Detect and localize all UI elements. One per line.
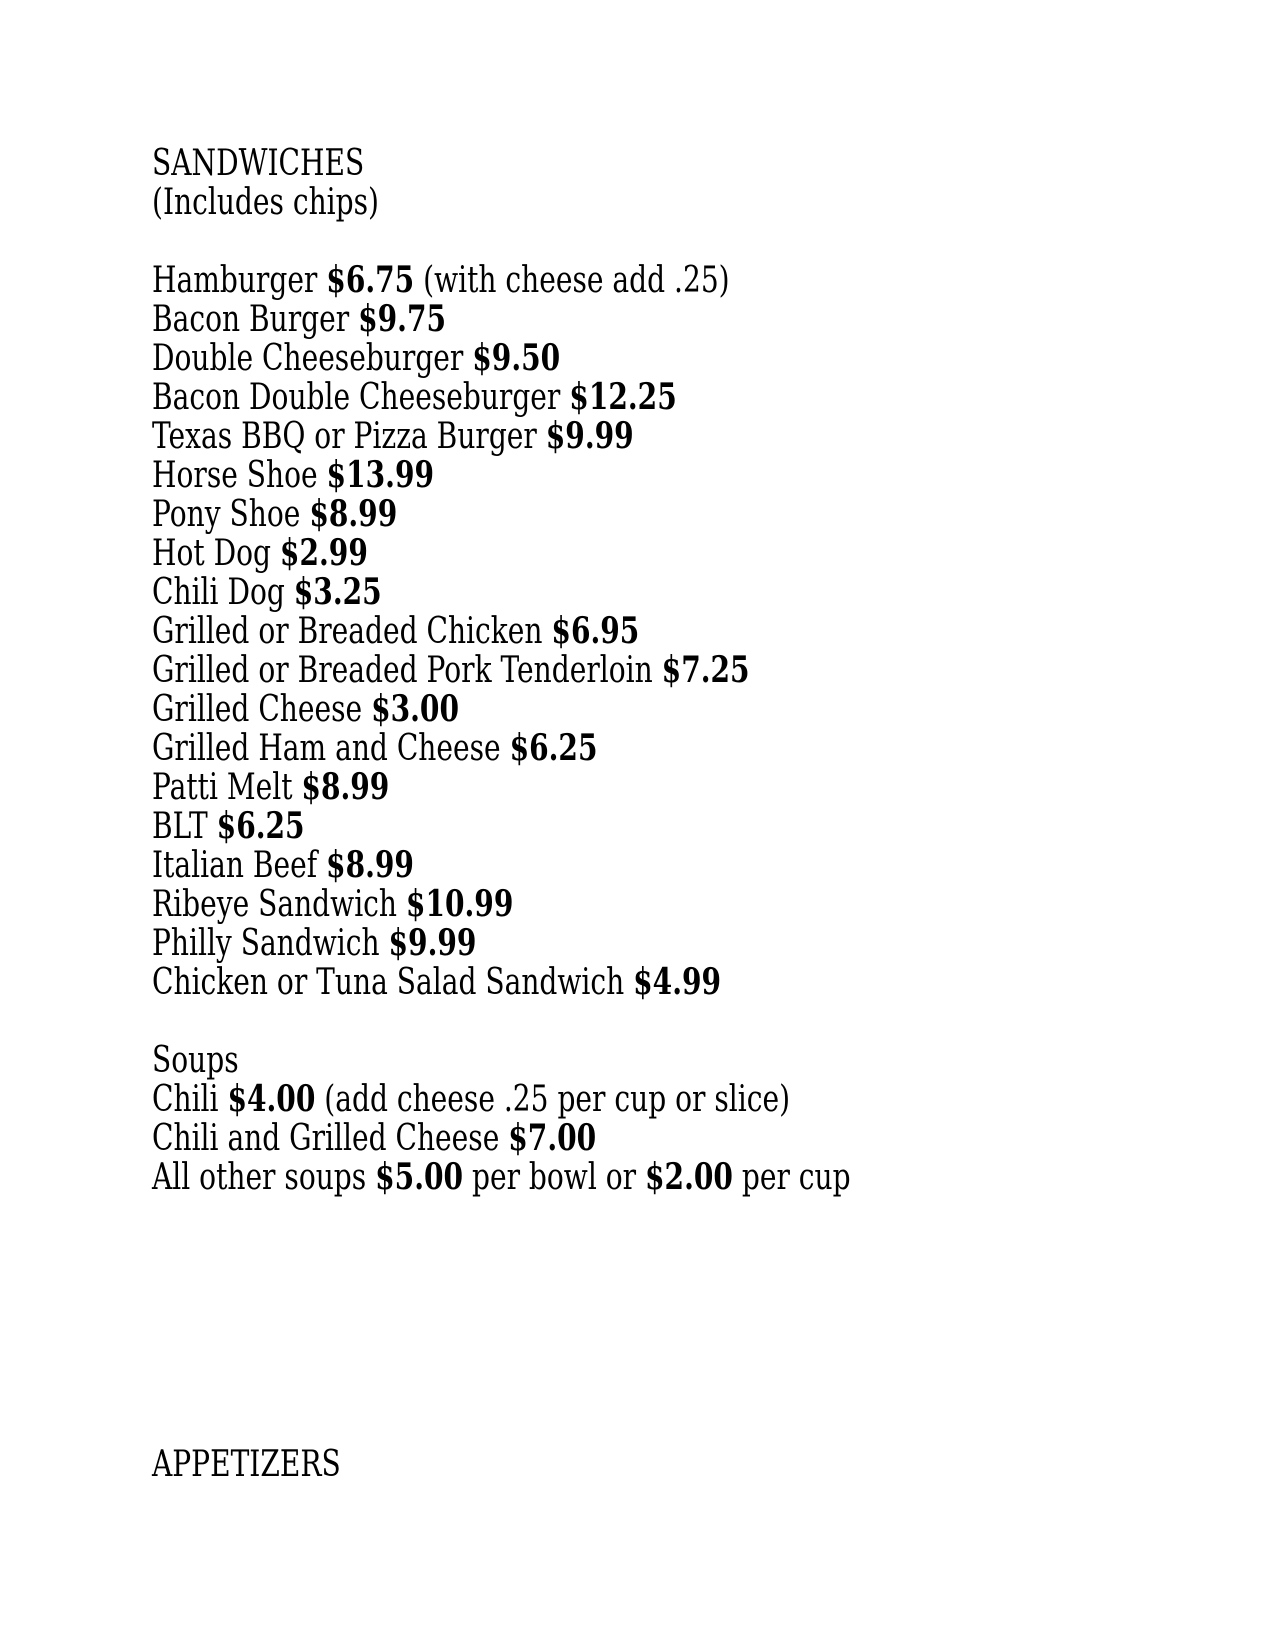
item-name: Grilled or Breaded Chicken bbox=[152, 611, 552, 652]
menu-item-hot-dog bbox=[152, 534, 997, 573]
item-name: Bacon Double Cheeseburger bbox=[152, 377, 570, 418]
item-name: Hamburger bbox=[152, 260, 327, 301]
item-price: $2.99 bbox=[279, 532, 368, 574]
item-price: $9.75 bbox=[358, 298, 447, 340]
menu-item-blt bbox=[152, 807, 997, 846]
item-price: $3.00 bbox=[371, 688, 460, 730]
menu-item-all-other-soups bbox=[152, 1158, 997, 1197]
menu-item-chili-dog bbox=[152, 573, 997, 612]
item-name: All other soups bbox=[152, 1157, 376, 1198]
item-name: Double Cheeseburger bbox=[152, 338, 473, 379]
section-subheading-sandwiches: (Includes chips) bbox=[152, 182, 379, 223]
item-note: (with cheese add .25) bbox=[414, 260, 730, 301]
item-name: Grilled Ham and Cheese bbox=[152, 728, 510, 769]
item-note-2: per cup bbox=[732, 1157, 851, 1198]
item-price: $6.25 bbox=[216, 805, 305, 847]
item-price: $6.75 bbox=[326, 259, 415, 301]
menu-item-grilled-breaded-chicken bbox=[152, 612, 997, 651]
item-price: $6.95 bbox=[551, 610, 640, 652]
item-price: $5.00 bbox=[375, 1156, 464, 1198]
item-price: $7.25 bbox=[661, 649, 750, 691]
menu-item-chili-grilled-cheese bbox=[152, 1119, 997, 1158]
item-price: $8.99 bbox=[309, 493, 398, 535]
item-name: Philly Sandwich bbox=[152, 923, 389, 964]
menu-item-hamburger bbox=[152, 261, 997, 300]
item-price: $8.99 bbox=[326, 844, 414, 886]
item-price: $12.25 bbox=[569, 376, 677, 418]
menu-item-grilled-cheese bbox=[152, 690, 997, 729]
item-name: Italian Beef bbox=[152, 845, 327, 886]
item-name: Ribeye Sandwich bbox=[152, 884, 406, 925]
item-name: Pony Shoe bbox=[152, 494, 310, 535]
item-price: $9.99 bbox=[545, 415, 634, 457]
menu-item-horse-shoe bbox=[152, 456, 997, 495]
item-price: $8.99 bbox=[301, 766, 390, 808]
menu-item-chili bbox=[152, 1080, 997, 1119]
menu-item-philly-sandwich bbox=[152, 924, 997, 963]
item-name: BLT bbox=[152, 806, 217, 847]
item-price: $3.25 bbox=[293, 571, 382, 613]
item-name: Hot Dog bbox=[152, 533, 280, 574]
item-price: $13.99 bbox=[326, 454, 435, 496]
menu-item-bacon-burger bbox=[152, 300, 997, 339]
section-sandwiches bbox=[152, 144, 1235, 1002]
section-heading-appetizers: APPETIZERS bbox=[152, 1444, 341, 1485]
item-name: Grilled Cheese bbox=[152, 689, 372, 730]
item-price: $7.00 bbox=[508, 1117, 597, 1159]
item-name: Chili Dog bbox=[152, 572, 294, 613]
soup-items bbox=[152, 1080, 1235, 1197]
menu-item-chicken-tuna-salad bbox=[152, 963, 997, 1002]
item-price: $9.99 bbox=[388, 922, 477, 964]
section-appetizers bbox=[152, 1445, 1235, 1484]
item-note: per bowl or bbox=[463, 1157, 646, 1198]
menu-item-pony-shoe bbox=[152, 495, 997, 534]
menu-item-texas-bbq-pizza-burger bbox=[152, 417, 997, 456]
section-heading-sandwiches: SANDWICHES bbox=[152, 143, 365, 184]
item-price: $9.50 bbox=[472, 337, 561, 379]
item-note: (add cheese .25 per cup or slice) bbox=[315, 1079, 791, 1120]
item-name: Chili bbox=[152, 1079, 228, 1120]
menu-item-italian-beef bbox=[152, 846, 997, 885]
section-heading-soups: Soups bbox=[152, 1040, 239, 1081]
item-price: $4.99 bbox=[633, 961, 722, 1003]
item-price: $10.99 bbox=[405, 883, 514, 925]
menu-item-bacon-double-cheeseburger bbox=[152, 378, 997, 417]
item-name: Texas BBQ or Pizza Burger bbox=[152, 416, 546, 457]
section-soups bbox=[152, 1041, 1235, 1197]
item-name: Horse Shoe bbox=[152, 455, 327, 496]
item-price-2: $2.00 bbox=[645, 1156, 733, 1198]
item-name: Chili and Grilled Cheese bbox=[152, 1118, 509, 1159]
menu-item-grilled-ham-cheese bbox=[152, 729, 997, 768]
menu-item-double-cheeseburger bbox=[152, 339, 997, 378]
item-price: $6.25 bbox=[509, 727, 598, 769]
menu-item-ribeye-sandwich bbox=[152, 885, 997, 924]
item-price: $4.00 bbox=[227, 1078, 316, 1120]
item-name: Bacon Burger bbox=[152, 299, 359, 340]
item-name: Chicken or Tuna Salad Sandwich bbox=[152, 962, 634, 1003]
item-name: Grilled or Breaded Pork Tenderloin bbox=[152, 650, 662, 691]
sandwich-items bbox=[152, 261, 1235, 1002]
item-name: Patti Melt bbox=[152, 767, 302, 808]
menu-item-pork-tenderloin bbox=[152, 651, 997, 690]
menu-item-patti-melt bbox=[152, 768, 997, 807]
